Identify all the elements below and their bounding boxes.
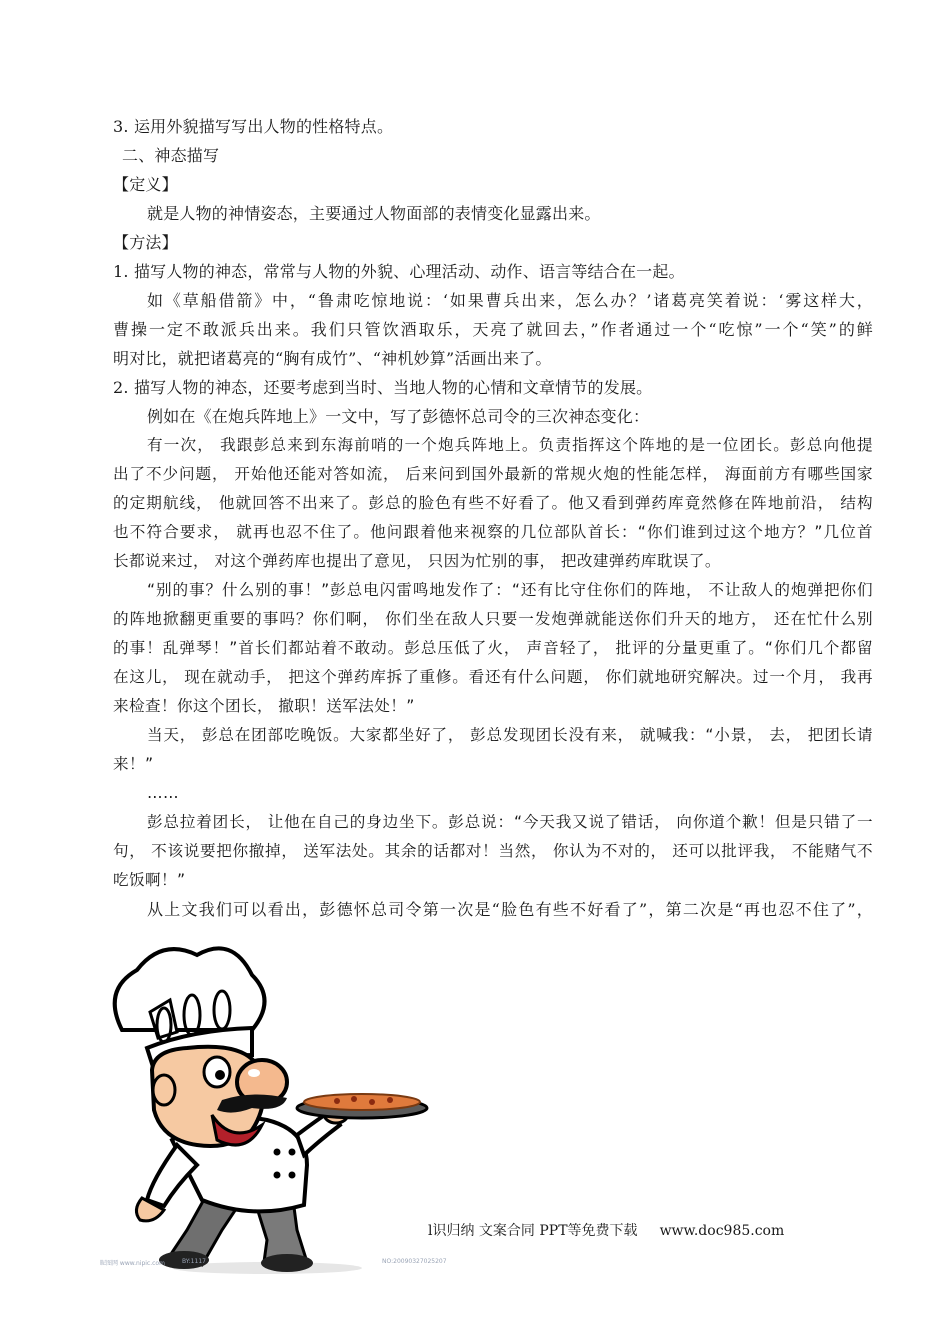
excerpt-line: 出了不少问题， 开始他还能对答如流， 后来问到国外最新的常规火炮的性能怎样， 海面前方有哪些国家 — [113, 465, 873, 483]
excerpt-line: 也不符合要求， 就再也忍不住了。他问跟着他来视察的几位部队首长：“你们谁到过这个地方？”几位首 — [113, 523, 873, 541]
paragraph-line: 明对比，就把诸葛亮的“胸有成竹”、“神机妙算”活画出来了。 — [113, 349, 552, 368]
excerpt-line: 彭总拉着团长， 让他在自己的身边坐下。彭总说：“今天我又说了错话， 向你道个歉！但是只错了一 — [147, 813, 873, 831]
excerpt-line: 长都说来过， 对这个弹药库也提出了意见， 只因为忙别的事， 把改建弹药库耽误了。 — [113, 552, 721, 570]
method-item-1: 1. 描写人物的神态，常常与人物的外貌、心理活动、动作、语言等结合在一起。 — [113, 262, 685, 281]
footer-url[interactable]: www.doc985.com — [659, 1223, 785, 1239]
excerpt-line: 在这儿， 现在就动手， 把这个弹药库拆了重修。看还有什么问题， 你们就地研究解决。过一个月， 我再 — [113, 668, 873, 686]
excerpt-line: 来！” — [113, 755, 154, 773]
footer-text: l识归纳 文案合同 PPT等免费下载 — [428, 1223, 638, 1239]
paragraph-line: 如《草船借箭》中，“鲁肃吃惊地说：‘如果曹兵出来，怎么办？’诸葛亮笑着说：‘雾这样大， — [147, 291, 873, 310]
paragraph-line: 曹操一定不敢派兵出来。我们只管饮酒取乐，天亮了就回去，”作者通过一个“吃惊”一个“笑”的鲜 — [113, 320, 873, 339]
section-heading: 二、神态描写 — [122, 146, 220, 165]
excerpt-line: 吃饭啊！” — [113, 871, 186, 889]
watermark-author: BY:1117 — [182, 1258, 206, 1265]
list-item-3: 3. 运用外貌描写写出人物的性格特点。 — [113, 117, 394, 136]
definition-text: 就是人物的神情姿态，主要通过人物面部的表情变化显露出来。 — [147, 204, 601, 223]
method-label: 【方法】 — [113, 233, 178, 252]
watermark-site: 昵图网 www.nipic.com — [100, 1260, 165, 1267]
excerpt-line: 的事！乱弹琴！”首长们都站着不敢动。彭总压低了火， 声音轻了， 批评的分量更重了。“你们几个都留 — [113, 639, 873, 657]
excerpt-line: 来检查！你这个团长， 撤职！送军法处！” — [113, 697, 415, 715]
ellipsis: …… — [147, 784, 179, 802]
excerpt-line: 的定期航线， 他就回答不出来了。彭总的脸色有些不好看了。他又看到弹药库竟然修在阵地前沿， 结构 — [113, 494, 873, 512]
paragraph-line: 例如在《在炮兵阵地上》一文中，写了彭德怀总司令的三次神态变化： — [147, 407, 650, 426]
excerpt-line: 句， 不该说要把你撤掉， 送军法处。其余的话都对！当然， 你认为不对的， 还可以批评我， 不能赌气不 — [113, 842, 873, 860]
definition-label: 【定义】 — [113, 175, 178, 194]
chef-holding-pizza-icon — [92, 930, 442, 1275]
excerpt-line: 当天， 彭总在团部吃晚饭。大家都坐好了， 彭总发现团长没有来， 就喊我：“小景， 去， 把团长请 — [147, 726, 873, 744]
excerpt-line: “别的事？什么别的事！”彭总电闪雷鸣地发作了：“还有比守住你们的阵地， 不让敌人的炮弹把你们 — [147, 581, 873, 599]
paragraph-line: 从上文我们可以看出，彭德怀总司令第一次是“脸色有些不好看了”，第二次是“再也忍不住了”， — [147, 900, 873, 919]
method-item-2: 2. 描写人物的神态，还要考虑到当时、当地人物的心情和文章情节的发展。 — [113, 378, 653, 397]
watermark-number: NO:20090327025207 — [382, 1258, 447, 1265]
excerpt-line: 有一次， 我跟彭总来到东海前哨的一个炮兵阵地上。负责指挥这个阵地的是一位团长。彭总向他提 — [147, 436, 873, 454]
footer — [428, 1221, 784, 1241]
excerpt-line: 的阵地掀翻更重要的事吗？你们啊， 你们坐在敌人只要一发炮弹就能送你们升天的地方， 还在忙什么别 — [113, 610, 873, 628]
